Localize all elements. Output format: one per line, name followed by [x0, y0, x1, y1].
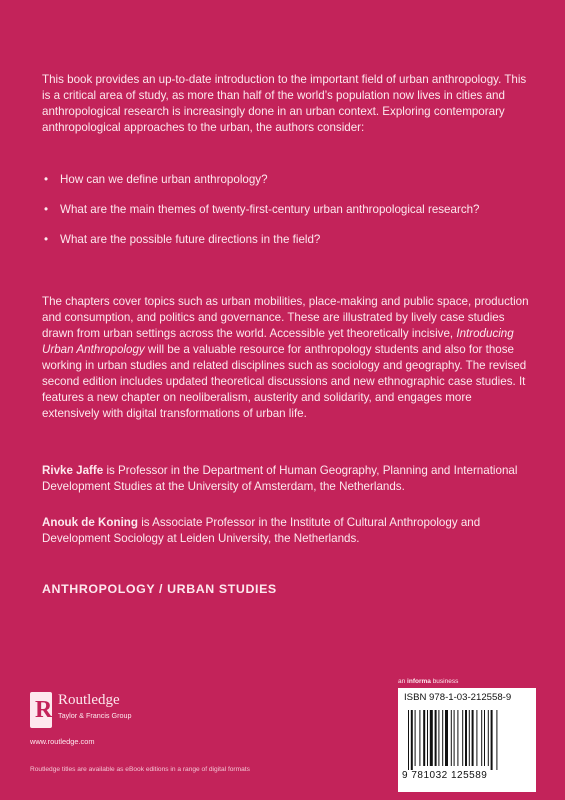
question-item — [44, 232, 514, 248]
description-text: The chapters cover topics such as urban mobilities, place-making and public space, production and consumption, and politics and governance. These are illustrated by lively case studies drawn from urban settings across the world. Accessible yet theoretically incisive, — [42, 295, 529, 340]
intro-paragraph: This book provides an up-to-date introduction to the important field of urban anthropology. This is a critical area of study, as more than half of the world’s population now lives in cities and anthropological research is increasingly done in an urban context. Exploring contemporary anthropological approaches to the urban, the authors consider: — [42, 73, 527, 134]
question-item — [44, 172, 514, 188]
routledge-r-icon: R — [30, 692, 52, 728]
author-bio-text: is Professor in the Department of Human Geography, Planning and International Development Studies at the University of Amsterdam, the Netherlands. — [42, 464, 518, 493]
author-bio-1 — [42, 463, 530, 495]
book-title-italic: Introducing Urban Anthropology — [42, 327, 514, 356]
question-text: What are the possible future directions in the field? — [60, 233, 321, 246]
isbn-barcode — [398, 688, 536, 792]
isbn-text: ISBN 978-1-03-212558-9 — [404, 692, 512, 703]
author-bio-2 — [42, 515, 530, 547]
ebook-note: Routledge titles are available as eBook editions in a range of digital formats — [30, 766, 250, 773]
question-item — [44, 202, 514, 218]
publisher-url[interactable]: www.routledge.com — [30, 737, 95, 746]
routledge-logo — [30, 690, 190, 734]
publisher-tagline: Taylor & Francis Group — [58, 711, 132, 720]
description-paragraph — [42, 294, 530, 422]
bullet-icon: • — [44, 173, 49, 186]
description-text-cont: will be a valuable resource for anthropology students and also for those working in urban studies and related disciplines such as sociology and geography. The revised second edition includes updated theoretical discussions and new ethnographic case studies. It features a new chapter on neoliberalism, austerity and solidarity, and engages more extensively with digital transformations of urban life. — [42, 343, 527, 420]
author-name: Anouk de Koning — [42, 516, 138, 529]
question-list — [44, 172, 514, 262]
bullet-icon: • — [44, 233, 49, 246]
barcode-number: 9 781032 125589 — [402, 770, 488, 781]
question-text: How can we define urban anthropology? — [60, 173, 268, 186]
barcode-icon — [408, 710, 526, 770]
bullet-icon: • — [44, 203, 49, 216]
author-name: Rivke Jaffe — [42, 464, 104, 477]
informa-business-label: an informa business — [398, 678, 459, 685]
author-bio-text: is Associate Professor in the Institute of Cultural Anthropology and Development Sociology at Leiden University, the Netherlands. — [42, 516, 481, 545]
subject-category: ANTHROPOLOGY / URBAN STUDIES — [42, 582, 277, 596]
publisher-name: Routledge — [58, 692, 120, 708]
question-text: What are the main themes of twenty-first-century urban anthropological research? — [60, 203, 480, 216]
